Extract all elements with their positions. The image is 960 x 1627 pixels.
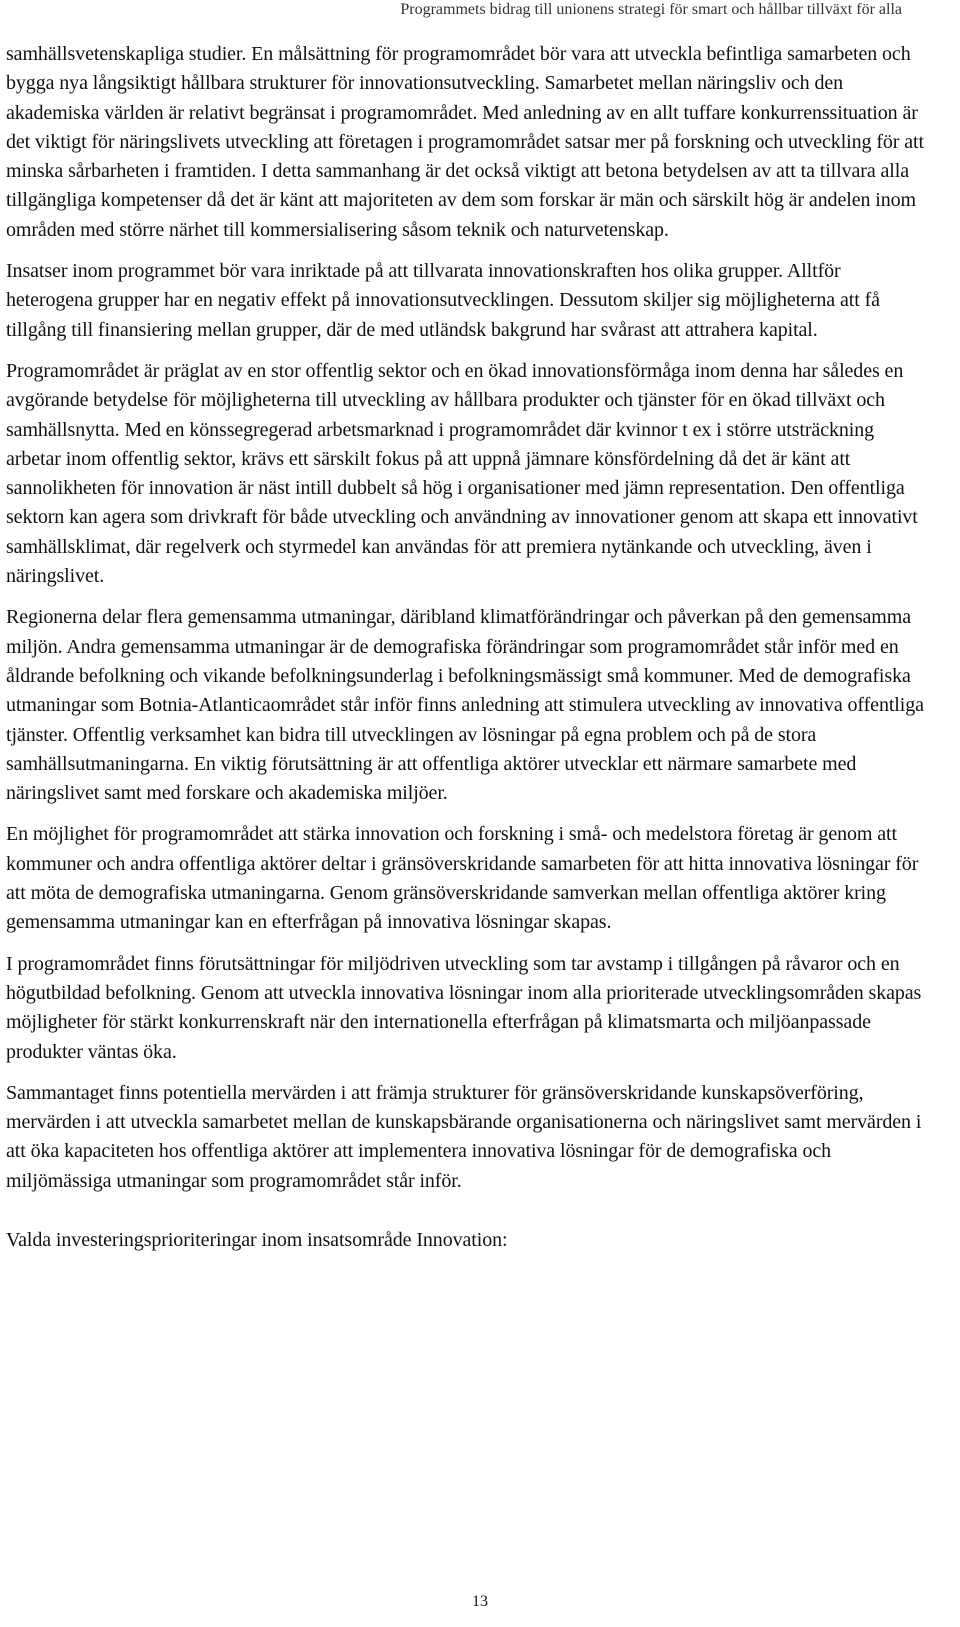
paragraph: Sammantaget finns potentiella mervärden i att främja strukturer för gränsöverskridande kunskapsöverföring, mervärden i att utveckla samarbetet mellan de kunskapsbärande organisationerna och näringslivet samt mervärden i att öka kapaciteten hos offentliga aktörer att implementera innovativa lösningar för de demografiska och miljömässiga utmaningar som programområdet står inför. bbox=[6, 1081, 922, 1192]
paragraph: samhällsvetenskapliga studier. En målsättning för programområdet bör vara att utveckla befintliga samarbeten och bygga nya långsiktigt hållbara strukturer för innovationsutveckling. Samarbetet mellan näringsliv och den akademiska världen är relativt begränsat i programområdet. Med anledning av en allt tuffare konkurrenssituation är det viktigt för näringslivets utveckling att företagen i programområdet satsar mer på forskning och utveckling för att minska sårbarheten i framtiden. I detta sammanhang är det också viktigt att betona betydelsen av att ta tillvara alla tillgängliga kompetenser då det är känt att majoriteten av dem som forskar är män och särskilt hög är andelen inom områden med större närhet till kommersialisering såsom teknik och naturvetenskap. bbox=[6, 43, 924, 241]
section-intro: Valda investeringsprioriteringar inom insatsområde Innovation: bbox=[6, 1228, 508, 1251]
paragraph: I programområdet finns förutsättningar för miljödriven utveckling som tar avstamp i tillgången på råvaror och en högutbildad befolkning. Genom att utveckla innovativa lösningar inom alla prioriterade utvecklingsområden skapas möjligheter för stärkt konkurrenskraft när den internationella efterfrågan på klimatsmarta och miljöanpassade produkter väntas öka. bbox=[6, 952, 922, 1063]
paragraph: Programområdet är präglat av en stor offentlig sektor och en ökad innovationsförmåga inom denna har således en avgörande betydelse för möjligheterna till utveckling av hållbara produkter och tjänster för en ökad tillväxt och samhällsnytta. Med en könssegregerad arbetsmarknad i programområdet där kvinnor t ex i större utsträckning arbetar inom offentlig sektor, krävs ett särskilt fokus på att uppnå jämnare könsfördelning då det är känt att sannolikheten för innovation är näst intill dubbelt så hög i organisationer med jämn representation. Den offentliga sektorn kan agera som drivkraft för både utveckling och användning av innovationer genom att skapa ett innovativt samhällsklimat, där regelverk och styrmedel kan användas för att premiera nytänkande och utveckling, även i näringslivet. bbox=[6, 359, 918, 588]
page-number: 13 bbox=[472, 1593, 488, 1610]
paragraph: Insatser inom programmet bör vara inriktade på att tillvarata innovationskraften hos olika grupper. Alltför heterogena grupper har en negativ effekt på innovationsutvecklingen. Dessutom skiljer sig möjligheterna att få tillgång till finansiering mellan grupper, där de med utländsk bakgrund har svårast att attrahera kapital. bbox=[6, 260, 880, 341]
running-header: Programmets bidrag till unionens strategi för smart och hållbar tillväxt för alla bbox=[400, 1, 902, 18]
paragraph: En möjlighet för programområdet att stärka innovation och forskning i små- och medelstora företag är genom att kommuner och andra offentliga aktörer deltar i gränsöverskridande samarbeten för att hitta innovativa lösningar för att möta de demografiska utmaningarna. Genom gränsöverskridande samverkan mellan offentliga aktörer kring gemensamma utmaningar kan en efterfrågan på innovativa lösningar skapas. bbox=[6, 823, 919, 934]
paragraph: Regionerna delar flera gemensamma utmaningar, däribland klimatförändringar och påverkan på den gemensamma miljön. Andra gemensamma utmaningar är de demografiska förändringar som programområdet står inför med en åldrande befolkning och vikande befolkningsunderlag i befolkningsmässigt små kommuner. Med de demografiska utmaningar som Botnia-Atlanticaområdet står inför finns anledning att stimulera utveckling av innovativa offentliga tjänster. Offentlig verksamhet kan bidra till utvecklingen av lösningar på egna problem och på de stora samhällsutmaningarna. En viktig förutsättning är att offentliga aktörer utvecklar ett närmare samarbete med näringslivet samt med forskare och akademiska miljöer. bbox=[6, 606, 924, 805]
document-body bbox=[6, 40, 932, 1267]
